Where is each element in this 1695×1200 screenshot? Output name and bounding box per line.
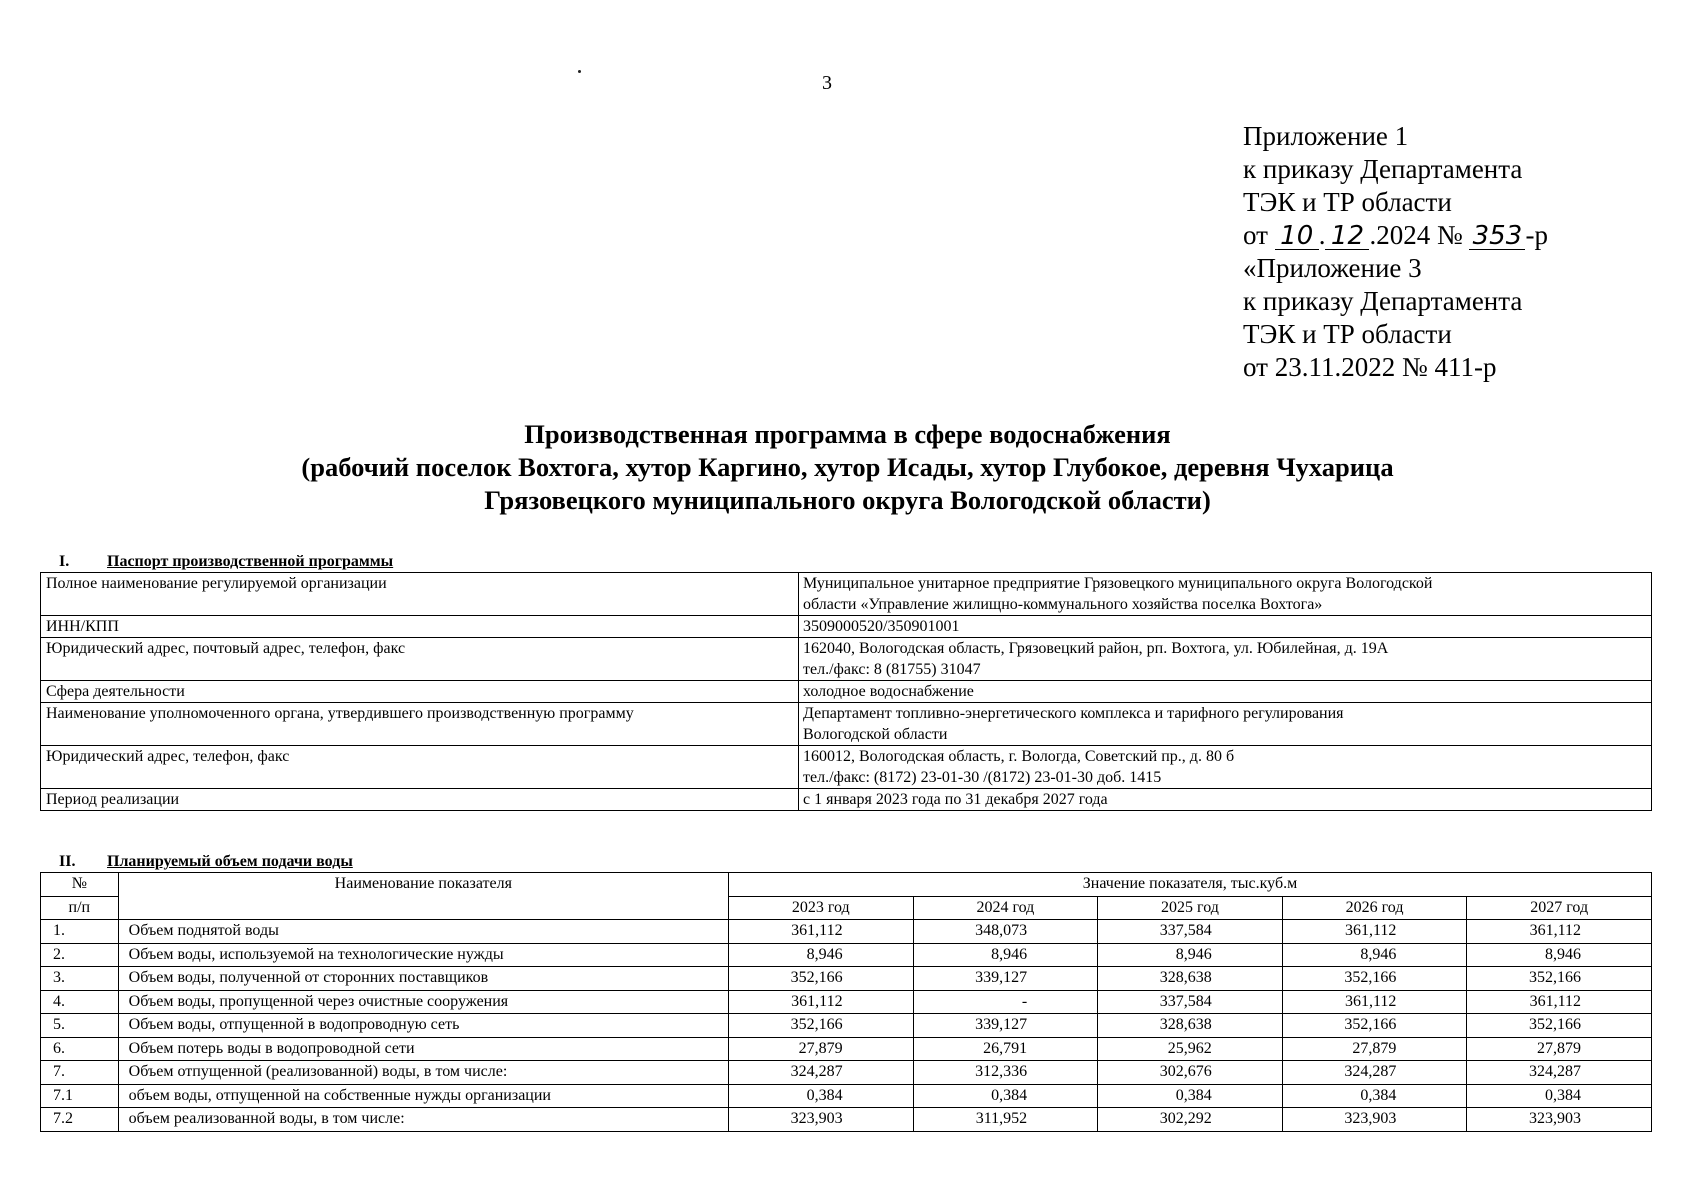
indicator-value: 337,584 (1098, 990, 1283, 1014)
appendix-line-6: к приказу Департамента (1243, 286, 1523, 316)
indicator-value: 361,112 (1467, 990, 1652, 1014)
passport-label: Период реализации (41, 789, 799, 811)
appendix-block (1243, 120, 1548, 384)
indicator-value: 0,384 (913, 1084, 1098, 1108)
passport-row (41, 573, 1652, 616)
indicator-name: Объем потерь воды в водопроводной сети (118, 1037, 728, 1061)
col-name-header: Наименование показателя (118, 873, 728, 920)
table-row (41, 920, 1652, 944)
indicator-value: 323,903 (728, 1108, 913, 1132)
indicator-value: 328,638 (1098, 1014, 1283, 1038)
date-rest: .2024 № (1369, 220, 1463, 250)
indicator-name: объем реализованной воды, в том числе: (118, 1108, 728, 1132)
passport-value (799, 681, 1652, 703)
indicator-value: 8,946 (913, 943, 1098, 967)
passport-value (799, 573, 1652, 616)
passport-row (41, 789, 1652, 811)
header-row-1 (41, 873, 1652, 897)
indicator-value: 311,952 (913, 1108, 1098, 1132)
title-line-1: Производственная программа в сфере водоснабжения (524, 419, 1171, 449)
passport-value-line: 160012, Вологодская область, г. Вологда, Советский пр., д. 80 б (803, 748, 1235, 765)
indicator-value: 8,946 (1098, 943, 1283, 967)
order-suffix: -р (1525, 220, 1548, 250)
col-number-header-bottom: п/п (41, 896, 119, 920)
appendix-line-7: ТЭК и ТР области (1243, 319, 1452, 349)
col-number-header-top: № (41, 873, 119, 897)
indicator-value: 26,791 (913, 1037, 1098, 1061)
indicator-value: 302,676 (1098, 1061, 1283, 1085)
year-header: 2026 год (1282, 896, 1467, 920)
year-header: 2023 год (728, 896, 913, 920)
indicator-value: 312,336 (913, 1061, 1098, 1085)
row-number: 5. (41, 1014, 119, 1038)
indicator-value: 361,112 (728, 990, 913, 1014)
table-row (41, 967, 1652, 991)
indicator-value: 352,166 (728, 967, 913, 991)
indicator-value: 323,903 (1282, 1108, 1467, 1132)
passport-value-line: 162040, Вологодская область, Грязовецкий район, рп. Вохтога, ул. Юбилейная, д. 19А (803, 640, 1389, 657)
passport-row (41, 681, 1652, 703)
passport-label: Юридический адрес, почтовый адрес, телефон, факс (41, 638, 799, 681)
appendix-line-5: «Приложение 3 (1243, 253, 1422, 283)
section-1-number: I. (59, 553, 70, 570)
passport-value-line: тел./факс: (8172) 23-01-30 /(8172) 23-01-30 доб. 1415 (803, 769, 1162, 786)
indicator-value: 324,287 (1282, 1061, 1467, 1085)
indicator-value: - (913, 990, 1098, 1014)
indicator-value: 27,879 (728, 1037, 913, 1061)
indicator-value: 352,166 (1282, 1014, 1467, 1038)
indicator-name: Объем воды, полученной от сторонних поставщиков (118, 967, 728, 991)
indicator-name: Объем отпущенной (реализованной) воды, в том числе: (118, 1061, 728, 1085)
passport-value (799, 638, 1652, 681)
table-row (41, 1108, 1652, 1132)
indicator-value: 25,962 (1098, 1037, 1283, 1061)
indicator-value: 352,166 (1467, 967, 1652, 991)
year-header: 2025 год (1098, 896, 1283, 920)
indicator-value: 0,384 (728, 1084, 913, 1108)
document-title (0, 418, 1695, 517)
indicator-value: 352,166 (1467, 1014, 1652, 1038)
indicator-value: 27,879 (1467, 1037, 1652, 1061)
section-2-heading (59, 853, 353, 871)
indicator-value: 324,287 (728, 1061, 913, 1085)
handwritten-month: 12 (1325, 223, 1369, 250)
passport-value-line: с 1 января 2023 года по 31 декабря 2027 года (803, 791, 1108, 808)
passport-label: Юридический адрес, телефон, факс (41, 746, 799, 789)
section-1-heading (59, 553, 393, 571)
table-row (41, 1061, 1652, 1085)
passport-row (41, 638, 1652, 681)
passport-value-line: Вологодской области (803, 726, 948, 743)
table-row (41, 1084, 1652, 1108)
row-number: 7.2 (41, 1108, 119, 1132)
indicator-name: Объем воды, пропущенной через очистные сооружения (118, 990, 728, 1014)
appendix-line-3: ТЭК и ТР области (1243, 187, 1452, 217)
date-prefix: от (1243, 220, 1268, 250)
page-number: 3 (822, 72, 832, 94)
indicator-value: 361,112 (1282, 920, 1467, 944)
passport-label: Наименование уполномоченного органа, утвердившего производственную программу (41, 703, 799, 746)
handwritten-order-number: 353 (1469, 223, 1525, 250)
passport-row (41, 616, 1652, 638)
indicator-value: 361,112 (1282, 990, 1467, 1014)
indicator-value: 361,112 (728, 920, 913, 944)
passport-value (799, 746, 1652, 789)
passport-value-line: Департамент топливно-энергетического комплекса и тарифного регулирования (803, 705, 1344, 722)
year-header: 2027 год (1467, 896, 1652, 920)
appendix-line-2: к приказу Департамента (1243, 154, 1523, 184)
table-row (41, 943, 1652, 967)
indicator-name: объем воды, отпущенной на собственные нужды организации (118, 1084, 728, 1108)
appendix-line-8: от 23.11.2022 № 411-р (1243, 352, 1497, 382)
row-number: 7. (41, 1061, 119, 1085)
indicator-name: Объем воды, отпущенной в водопроводную сеть (118, 1014, 728, 1038)
passport-value-line: тел./факс: 8 (81755) 31047 (803, 661, 981, 678)
indicator-value: 0,384 (1098, 1084, 1283, 1108)
row-number: 6. (41, 1037, 119, 1061)
passport-value-line: 3509000520/350901001 (803, 618, 960, 635)
passport-label: ИНН/КПП (41, 616, 799, 638)
indicator-value: 8,946 (728, 943, 913, 967)
row-number: 2. (41, 943, 119, 967)
indicator-value: 337,584 (1098, 920, 1283, 944)
indicator-value: 324,287 (1467, 1061, 1652, 1085)
row-number: 4. (41, 990, 119, 1014)
indicator-value: 339,127 (913, 1014, 1098, 1038)
indicator-value: 339,127 (913, 967, 1098, 991)
passport-label: Полное наименование регулируемой организации (41, 573, 799, 616)
indicator-value: 0,384 (1282, 1084, 1467, 1108)
indicator-value: 302,292 (1098, 1108, 1283, 1132)
table-row (41, 1037, 1652, 1061)
indicator-value: 8,946 (1467, 943, 1652, 967)
passport-value-line: Муниципальное унитарное предприятие Грязовецкого муниципального округа Вологодской (803, 575, 1433, 592)
passport-table (40, 572, 1652, 811)
appendix-order-date: от 10 . 12 .2024 № 353 -р (1243, 220, 1548, 251)
passport-label: Сфера деятельности (41, 681, 799, 703)
passport-value-line: холодное водоснабжение (803, 683, 974, 700)
indicator-value: 27,879 (1282, 1037, 1467, 1061)
indicator-value: 0,384 (1467, 1084, 1652, 1108)
passport-row (41, 703, 1652, 746)
handwritten-day: 10 (1275, 223, 1319, 250)
indicator-value: 348,073 (913, 920, 1098, 944)
indicator-value: 352,166 (1282, 967, 1467, 991)
col-value-header: Значение показателя, тыс.куб.м (728, 873, 1651, 897)
row-number: 3. (41, 967, 119, 991)
title-line-2: (рабочий поселок Вохтога, хутор Каргино, хутор Исады, хутор Глубокое, деревня Чухарица (301, 452, 1394, 482)
indicator-value: 352,166 (728, 1014, 913, 1038)
table-row (41, 1014, 1652, 1038)
water-volume-table (40, 872, 1652, 1132)
passport-row (41, 746, 1652, 789)
scan-dot (578, 70, 581, 73)
indicator-value: 8,946 (1282, 943, 1467, 967)
section-2-number: II. (59, 853, 76, 870)
indicator-name: Объем воды, используемой на технологические нужды (118, 943, 728, 967)
passport-value (799, 616, 1652, 638)
section-1-title: Паспорт производственной программы (107, 553, 394, 570)
passport-value (799, 789, 1652, 811)
indicator-value: 361,112 (1467, 920, 1652, 944)
table-row (41, 990, 1652, 1014)
indicator-value: 328,638 (1098, 967, 1283, 991)
appendix-line-1: Приложение 1 (1243, 121, 1409, 151)
year-header: 2024 год (913, 896, 1098, 920)
indicator-value: 323,903 (1467, 1108, 1652, 1132)
row-number: 1. (41, 920, 119, 944)
row-number: 7.1 (41, 1084, 119, 1108)
title-line-3: Грязовецкого муниципального округа Вологодской области) (484, 485, 1211, 515)
indicator-name: Объем поднятой воды (118, 920, 728, 944)
section-2-title: Планируемый объем подачи воды (107, 853, 353, 870)
passport-value (799, 703, 1652, 746)
passport-value-line: области «Управление жилищно-коммунального хозяйства поселка Вохтога» (803, 596, 1323, 613)
